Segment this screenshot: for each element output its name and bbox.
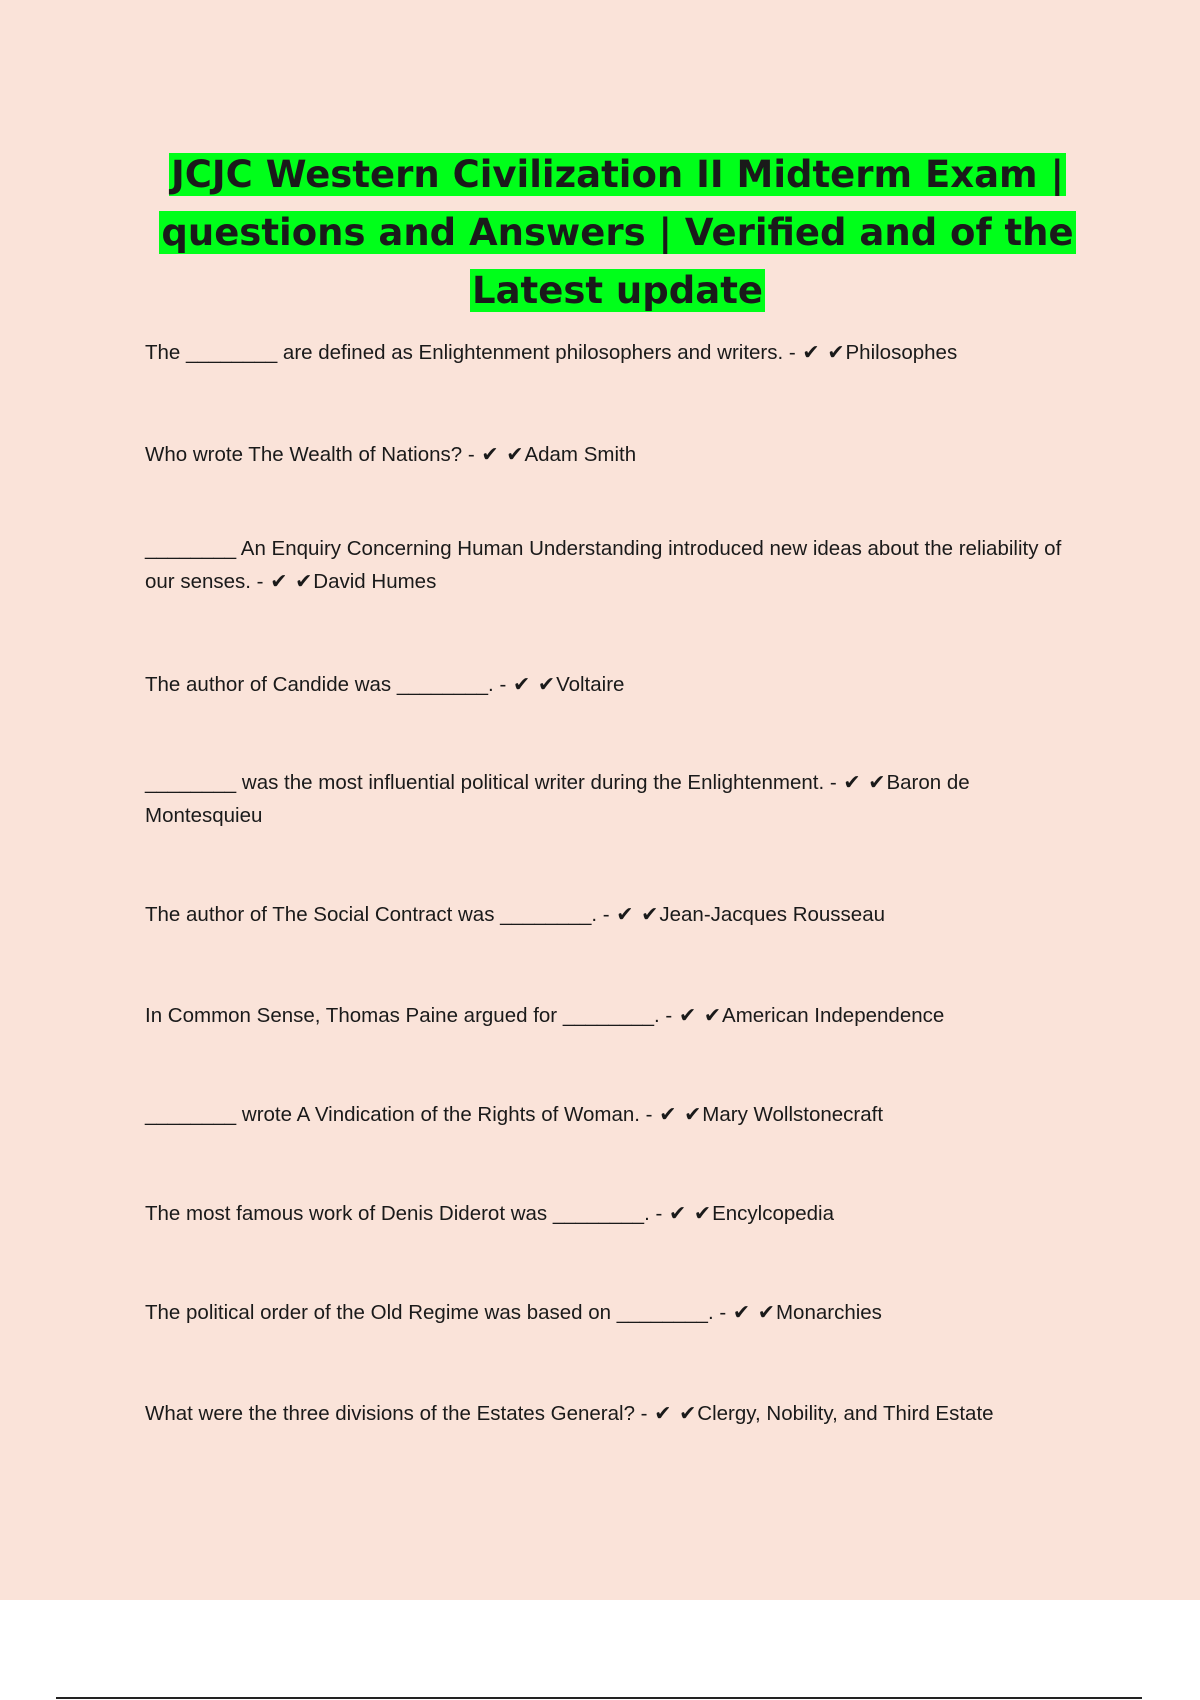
question-text: ________ was the most influential political writer during the Enlightenment. -	[145, 771, 837, 794]
check-mark-icon: ✔	[757, 1300, 775, 1324]
answer-text: Voltaire	[556, 673, 625, 696]
answer-text: Jean-Jacques Rousseau	[659, 903, 885, 926]
answer-text: Clergy, Nobility, and Third Estate	[697, 1402, 994, 1425]
check-mark-icon: ✔	[802, 340, 820, 364]
check-mark-icon: ✔	[827, 340, 845, 364]
check-mark-icon: ✔	[843, 770, 861, 794]
title-highlight: JCJC Western Civilization II Midterm Exam | questions and Answers | Verified and of the Latest update	[161, 153, 1074, 312]
question-text: ________ wrote A Vindication of the Rights of Woman. -	[145, 1103, 653, 1126]
question-text: The author of Candide was ________. -	[145, 673, 507, 696]
document-title	[140, 146, 1095, 320]
question-text: ________ An Enquiry Concerning Human Understanding introduced new ideas about the reliability of our senses. -	[145, 537, 1062, 593]
check-mark-icon: ✔	[678, 1003, 697, 1027]
check-mark-icon: ✔	[270, 569, 288, 593]
qa-item-3	[145, 532, 1090, 598]
answer-text: Philosophes	[845, 341, 958, 364]
check-mark-icon: ✔	[679, 1401, 697, 1425]
check-mark-icon: ✔	[481, 442, 499, 466]
check-mark-icon: ✔	[703, 1003, 722, 1027]
answer-text: Baron de Montesquieu	[145, 771, 970, 827]
answer-text: American Independence	[722, 1004, 945, 1027]
check-mark-icon: ✔	[506, 442, 524, 466]
check-mark-icon: ✔	[732, 1300, 751, 1324]
answer-text: David Humes	[313, 570, 437, 593]
check-mark-icon: ✔	[659, 1102, 677, 1126]
qa-item-9	[145, 1197, 1090, 1230]
question-text: Who wrote The Wealth of Nations? -	[145, 443, 475, 466]
footer-divider	[56, 1697, 1142, 1699]
check-mark-icon: ✔	[669, 1201, 687, 1225]
check-mark-icon: ✔	[616, 902, 634, 926]
question-text: What were the three divisions of the Estates General? -	[145, 1402, 648, 1425]
check-mark-icon: ✔	[693, 1201, 712, 1225]
answer-text: Mary Wollstonecraft	[702, 1103, 884, 1126]
check-mark-icon: ✔	[641, 902, 659, 926]
qa-item-2	[145, 438, 1090, 471]
check-mark-icon: ✔	[295, 569, 313, 593]
question-text: The ________ are defined as Enlightenment philosophers and writers. -	[145, 341, 796, 364]
qa-item-6	[145, 898, 1090, 931]
check-mark-icon: ✔	[684, 1102, 702, 1126]
question-text: The author of The Social Contract was ________. -	[145, 903, 610, 926]
answer-text: Monarchies	[775, 1301, 882, 1324]
answer-text: Adam Smith	[524, 443, 637, 466]
qa-item-10	[145, 1296, 1090, 1329]
qa-item-5	[145, 766, 1090, 832]
question-text: The most famous work of Denis Diderot was ________. -	[145, 1202, 663, 1225]
check-mark-icon: ✔	[868, 770, 886, 794]
qa-item-11	[145, 1397, 1090, 1430]
qa-item-4	[145, 668, 1090, 701]
check-mark-icon: ✔	[537, 672, 556, 696]
qa-item-8	[145, 1098, 1090, 1131]
question-text: The political order of the Old Regime was based on ________. -	[145, 1301, 727, 1324]
qa-item-1	[145, 336, 1090, 369]
check-mark-icon: ✔	[654, 1401, 672, 1425]
qa-item-7	[145, 999, 1090, 1032]
answer-text: Encylcopedia	[712, 1202, 835, 1225]
check-mark-icon: ✔	[512, 672, 531, 696]
question-text: In Common Sense, Thomas Paine argued for ________. -	[145, 1004, 673, 1027]
